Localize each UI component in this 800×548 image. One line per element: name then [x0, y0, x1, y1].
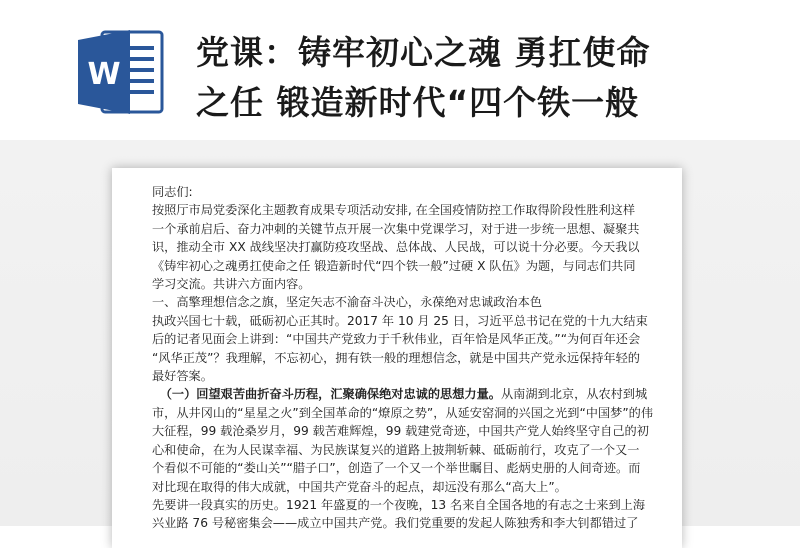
- text-line: 一个承前启后、奋力冲刺的关键节点开展一次集中党课学习，对于进一步统一思想、凝聚共: [152, 221, 640, 236]
- text-line: 《铸牢初心之魂勇扛使命之任 锻造新时代“四个铁一般”过硬 X 队伍》为题，与同志们共同: [152, 258, 636, 273]
- text-line: 对比现在取得的伟大成就，中国共产党奋斗的起点，却远没有那么“高大上”。: [152, 479, 567, 494]
- text-line: 识，推动全市 XX 战线坚决打赢防疫攻坚战、总体战、人民战，可以说十分必要。今天我以: [152, 240, 640, 255]
- text-line: [152, 385, 674, 403]
- text-line: 执政兴国七十载，砥砺初心正其时。2017 年 10 月 25 日，习近平总书记在党的十九大结束: [152, 313, 648, 328]
- text-line: 后的记者见面会上讲到：“中国共产党致力于千秋伟业，百年恰是风华正茂。”“为何百年还会: [152, 332, 641, 347]
- title-line: 党课：铸牢初心之魂 勇扛使命: [196, 33, 651, 72]
- title-line: 之任 锻造新时代“四个铁一般: [196, 83, 640, 122]
- salutation: 同志们:: [152, 185, 193, 199]
- header-band: [0, 0, 800, 140]
- word-document-icon: [74, 26, 168, 118]
- text-line: 市，从井冈山的“星星之火”到全国革命的“燎原之势”，从延安窑洞的兴国之光到“中国梦”的伟: [152, 405, 654, 420]
- text-line: 先要讲一段真实的历史。1921 年盛夏的一个夜晚，13 名来自全国各地的有志之士来到上海: [152, 497, 646, 512]
- page-title: [196, 28, 796, 128]
- text-line: 学习交流。共讲六方面内容。: [152, 277, 311, 292]
- document-body: [152, 183, 674, 533]
- text-line: 心和使命，在为人民谋幸福、为民族谋复兴的道路上披荆斩棘、砥砺前行，攻克了一个又一: [152, 442, 640, 457]
- text-line: 兴业路 76 号秘密集会——成立中国共产党。我们党重要的发起人陈独秀和李大钊都错过了: [152, 516, 639, 531]
- subheading-tail: 从南湖到北京，从农村到城: [501, 387, 648, 402]
- bold-subheading: （一）回望艰苦曲折奋斗历程，汇聚确保绝对忠诚的思想力量。: [159, 387, 501, 402]
- text-line: 最好答案。: [152, 369, 213, 384]
- text-line: 按照厅市局党委深化主题教育成果专项活动安排, 在全国疫情防控工作取得阶段性胜利这样: [152, 203, 636, 218]
- section-heading: 一、高擎理想信念之旗，坚定矢志不渝奋斗决心，永葆绝对忠诚政治本色: [152, 295, 542, 310]
- text-line: 个看似不可能的“娄山关”“腊子口”，创造了一个又一个举世瞩目、彪炳史册的人间奇迹。而: [152, 461, 641, 476]
- word-icon-letter: W: [87, 57, 121, 92]
- text-line: “风华正茂”？我理解，不忘初心，拥有铁一般的理想信念，就是中国共产党永远保持年轻的: [152, 350, 640, 365]
- text-line: 大征程，99 载沧桑岁月，99 载苦难辉煌，99 载建党奇迹，中国共产党人始终坚守自己的初: [152, 424, 649, 439]
